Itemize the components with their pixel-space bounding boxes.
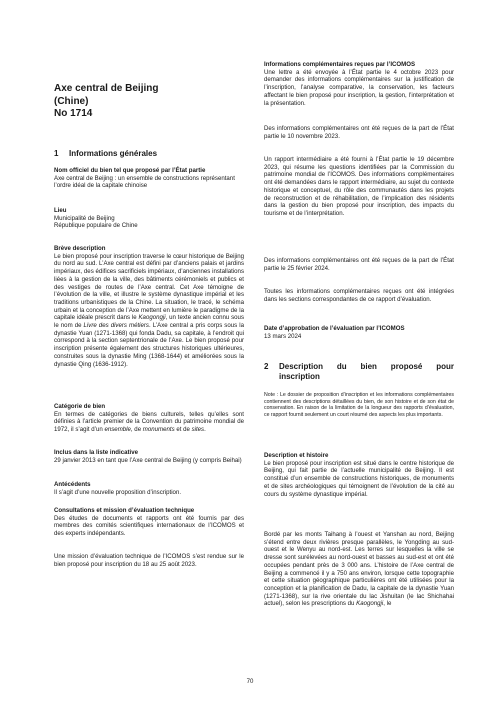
official-name-text: Axe central de Beijing : un ensemble de constructions représentant l’ordre idéal de la capitale chinoise [54, 174, 235, 190]
document-title [54, 83, 244, 121]
page-number: 70 [246, 678, 254, 685]
tentative-list-text: 29 janvier 2013 en tant que l’Axe central de Beijing (y compris Beihai) [54, 456, 242, 464]
background-heading: Antécédents [54, 481, 91, 488]
title-line: No 1714 [54, 108, 93, 119]
location-block [54, 207, 244, 230]
approval-block [264, 325, 454, 340]
section-number: 2 [264, 362, 269, 371]
description-heading: Description et histoire [264, 452, 329, 459]
consultations-text-2-block [54, 553, 244, 568]
consultations-heading: Consultations et mission d’évaluation technique [54, 507, 195, 514]
additional-info-p4-block [264, 257, 454, 272]
additional-info-p2: Des informations complémentaires ont été reçues de la part de l’État partie le 10 novembre 2023. [264, 125, 454, 140]
additional-info-p4: Des informations complémentaires ont été reçues de la part de l’État partie le 25 février 2024. [264, 257, 454, 272]
tentative-list-block [54, 449, 244, 464]
official-name-block [54, 167, 244, 190]
description-p2: Bordé par les monts Taihang à l’ouest et Yanshan au nord, Beijing s’étend entre deux rivières presque parallèles, le Yongding au sud-ouest et le Wenyu au nord-est. Les terres sur lesquelles la ville se dresse sont surélevées au nord-ouest et basses au sud-est et ont été occupées pendant près de 3 000 ans. L’histoire de l’Axe central de Beijing a commencé il y a 750 ans environ, lorsque cette topographie et cette situation géographique particulières ont été utilisées pour la conception et la planification de Dadu, la capitale de la dynastie Yuan (1271-1368), sur la rive orientale du lac Jishuitan (le lac Shichahai actuel), selon les prescriptions du Kaogongji, le [264, 531, 454, 608]
brief-description-text: Le bien proposé pour inscription traverse le cœur historique de Beijing du nord au sud. L’Axe central est défini par d’anciens palais et jardins impériaux, des édifices sacrificiels impériaux, d’anciennes installations liées à la gestion de la ville, des bâtiments cérémoniels et publics et des vestiges de routes de l’Axe central. Cet Axe témoigne de l’évolution de la ville, et illustre le système dynastique impérial et les traditions urbanistiques de la Chine. La situation, le tracé, le schéma urbain et la conception de l’Axe mettent en lumière le paradigme de la capitale idéale prescrit dans le Kaogongji, un texte ancien connu sous le nom de Livre des divers métiers. L’Axe central a pris corps sous la dynastie Yuan (1271-1368) qui fonda Dadu, sa capitale, à l’endroit qui correspond à la section septentrionale de l’Axe. Le bien proposé pour inscription présente également des structures historiques ultérieures, construites sous la dynastie Ming (1368-1644) et améliorées sous la dynastie Qing (1636-1912). [54, 252, 244, 368]
location-line: Municipalité de Beijing [54, 214, 115, 222]
approval-date: 13 mars 2024 [264, 332, 302, 340]
title-line: (Chine) [54, 95, 89, 107]
background-text: Il s’agit d’une nouvelle proposition d’inscription. [54, 488, 182, 496]
tentative-list-heading: Inclus dans la liste indicative [54, 449, 138, 456]
additional-info-block [264, 61, 454, 107]
additional-info-p1: Une lettre a été envoyée à l’État partie le 4 octobre 2023 pour demander des informations complémentaires sur la justification de l’inscription, l’analyse comparative, la conservation, les facteurs affectant le bien proposé pour inscription, la gestion, l’interprétation et la présentation. [264, 68, 454, 107]
location-line: République populaire de Chine [54, 222, 138, 230]
additional-info-p3-block [264, 156, 454, 218]
consultations-block [54, 507, 244, 538]
description-p1: Le bien proposé pour inscription est situé dans le centre historique de Beijing, qui fait partie de l’actuelle municipalité de Beijing. Il est constitué d’un ensemble de constructions historiques, de monuments et de sites archéologiques qui témoignent de l’évolution de la cité au cours du système dynastique impérial. [264, 459, 454, 498]
official-name-heading: Nom officiel du bien tel que proposé par l’État partie [54, 167, 206, 174]
additional-info-p2-block [264, 125, 454, 140]
section-number: 1 [54, 149, 59, 158]
additional-info-heading: Informations complémentaires reçues par l’ICOMOS [264, 61, 416, 68]
section-2-heading [264, 362, 454, 381]
note-text: Note : Le dossier de proposition d’inscription et les informations complémentaires contiennent des descriptions détaillées du bien, de son histoire et de son état de conservation. En raison de la limitation de la longueur des rapports d’évaluation, ce rapport fournit seulement un court résumé des aspects les plus importants. [264, 392, 454, 419]
category-heading: Catégorie de bien [54, 403, 106, 410]
consultations-text-1: Des études de documents et rapports ont été fournis par des membres des comités scientifiques internationaux de l’ICOMOS et des experts indépendants. [54, 514, 244, 538]
section-title: Informations générales [69, 149, 158, 158]
brief-description-block [54, 245, 244, 368]
brief-description-heading: Brève description [54, 245, 106, 252]
section-title: Description du bien proposé pour inscription [279, 362, 454, 381]
description-block [264, 452, 454, 498]
note-block [264, 392, 454, 419]
background-block [54, 481, 244, 496]
category-text: En termes de catégories de biens culturels, telles qu’elles sont définies à l’article premier de la Convention du patrimoine mondial de 1972, il s’agit d’un ensemble, de monuments et de sites. [54, 410, 244, 434]
additional-info-p3: Un rapport intermédiaire a été fourni à l’État partie le 19 décembre 2023, qui résume les questions identifiées par la Commission du patrimoine mondial de l’ICOMOS. Des informations complémentaires ont été demandées dans le rapport intermédiaire, au sujet du contexte historique et conceptuel, du rôle des communautés dans les projets de reconstruction et de réhabilitation, de l’implication des résidents dans la gestion du bien proposé pour inscription, des impacts du tourisme et de l’interprétation. [264, 156, 454, 217]
category-block [54, 403, 244, 434]
consultations-text-2: Une mission d’évaluation technique de l’ICOMOS s’est rendue sur le bien proposé pour inscription du 18 au 25 août 2023. [54, 553, 244, 568]
title-line: Axe central de Beijing [54, 83, 159, 94]
additional-info-p5-block [264, 288, 454, 303]
approval-heading: Date d’approbation de l’évaluation par l’ICOMOS [264, 325, 405, 332]
additional-info-p5: Toutes les informations complémentaires reçues ont été intégrées dans les sections correspondantes de ce rapport d’évaluation. [264, 288, 454, 303]
section-1-heading [54, 149, 244, 159]
description-p2-block [264, 531, 454, 608]
location-heading: Lieu [54, 207, 67, 214]
